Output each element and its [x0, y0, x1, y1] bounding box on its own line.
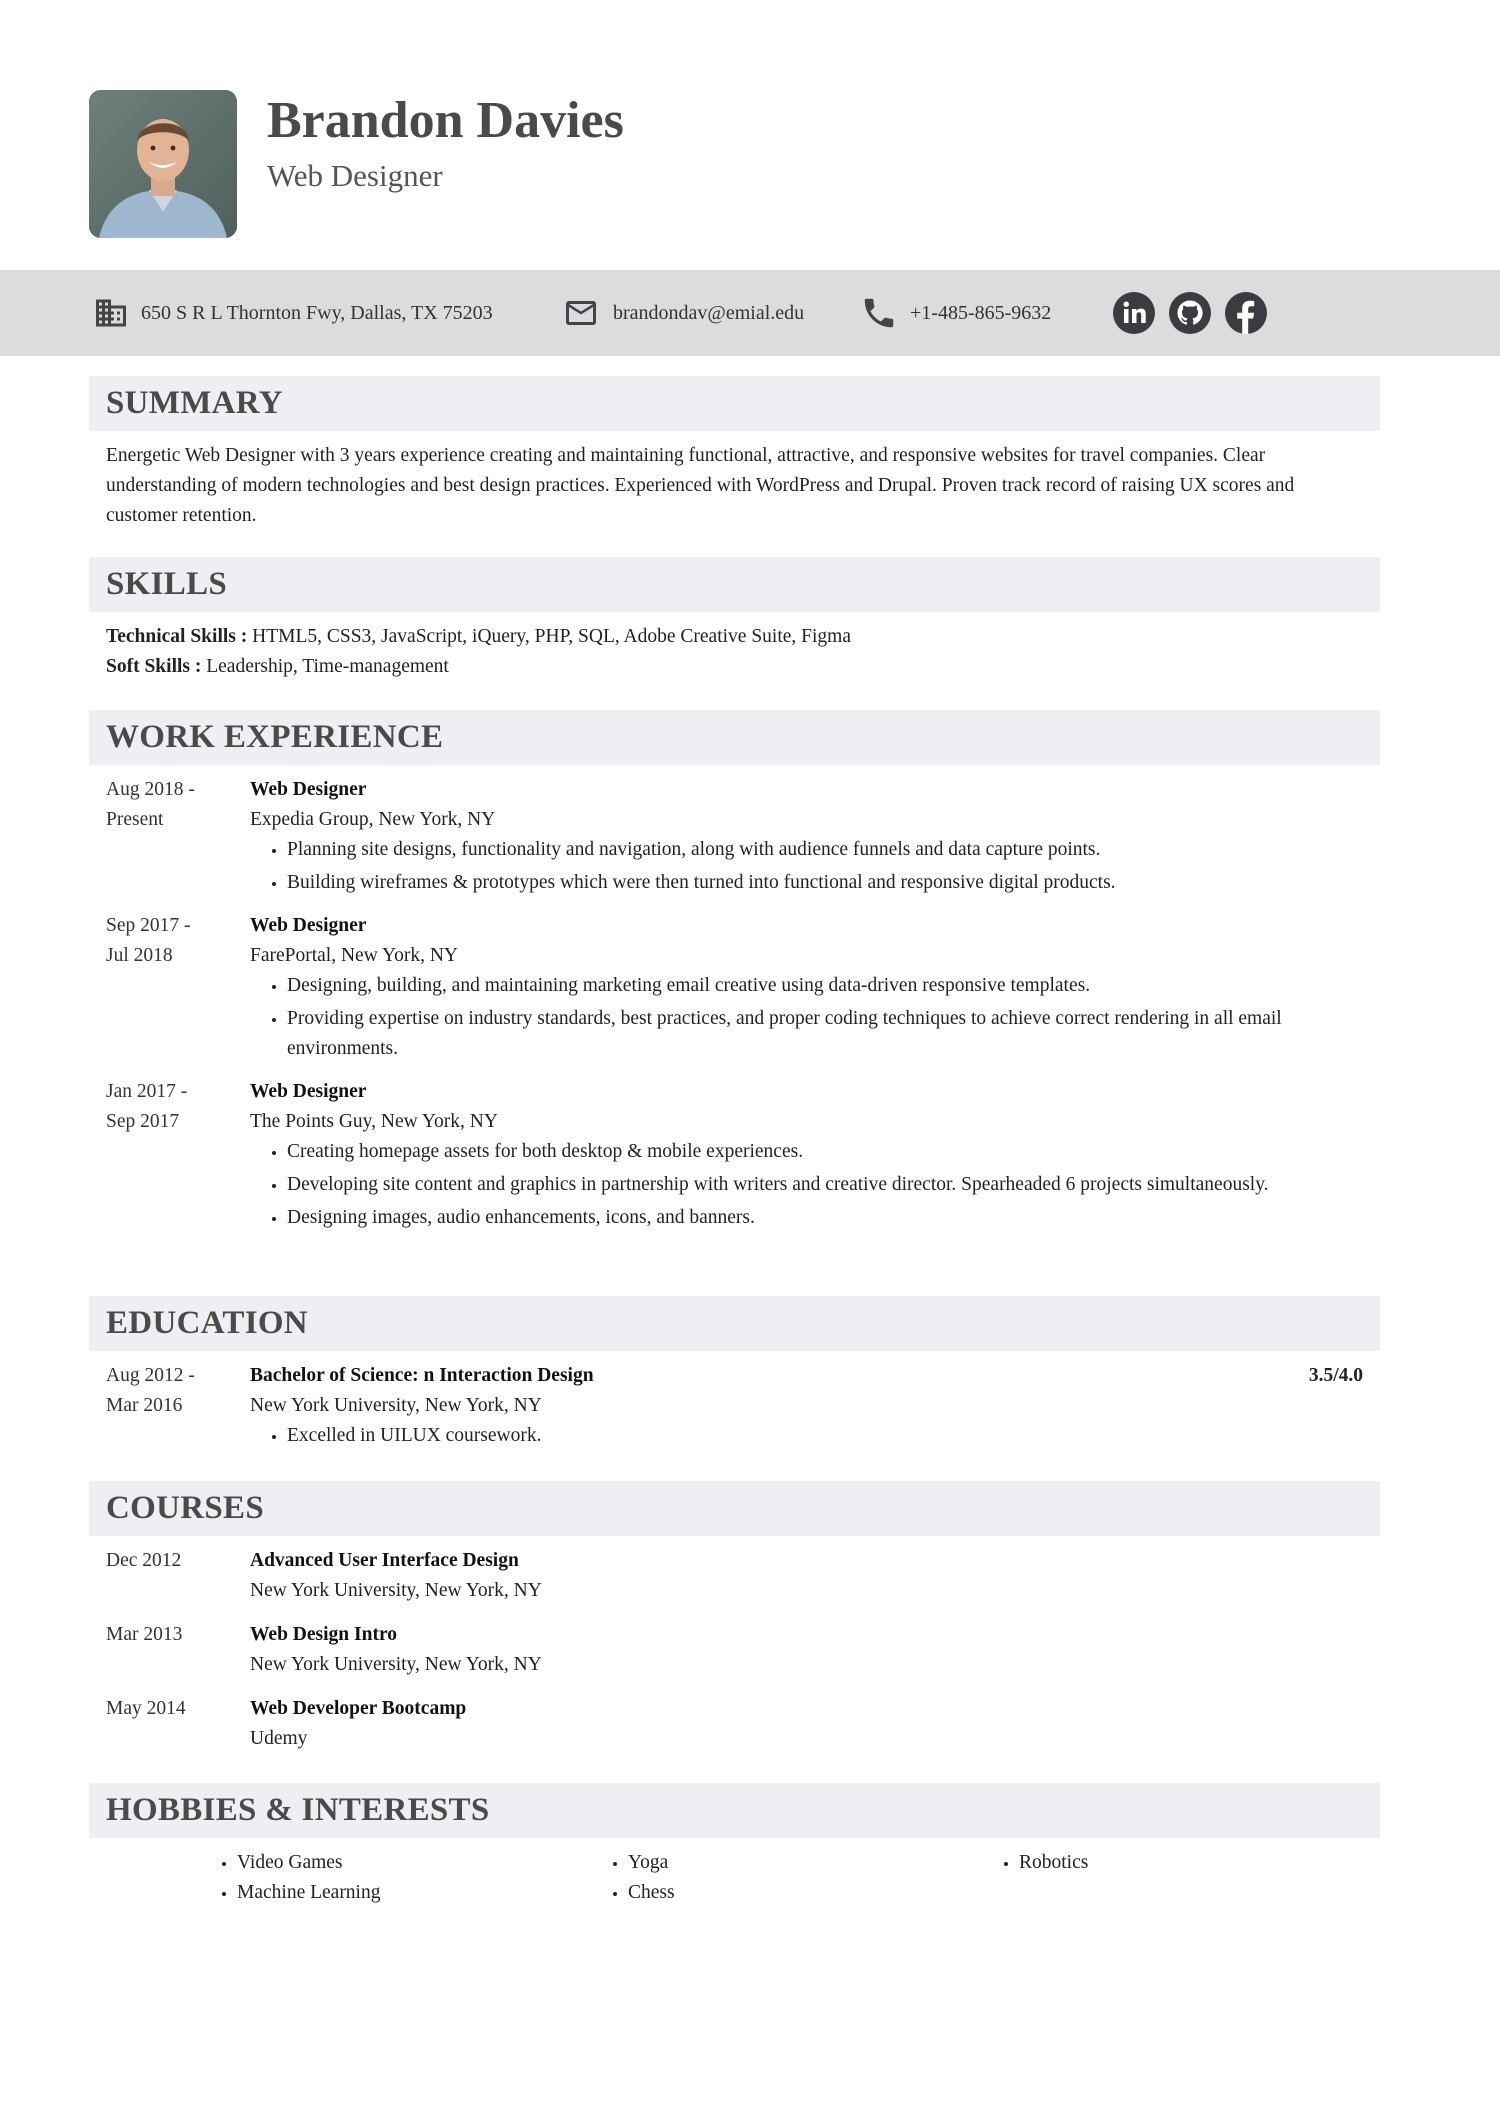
course-name: Advanced User Interface Design [250, 1550, 519, 1571]
phone-text[interactable]: +1-485-865-9632 [910, 301, 1052, 324]
building-icon [93, 295, 129, 331]
soft-skills-line [89, 652, 1380, 682]
social-links [1112, 291, 1268, 335]
envelope-icon [561, 295, 601, 331]
resume-header [89, 90, 1389, 240]
job-bullet: • Planning site designs, functionality and navigation, along with audience funnels and data capture points. [287, 835, 1380, 865]
candidate-name: Brandon Davies [267, 92, 624, 149]
job-start-date: Sep 2017 - [106, 915, 191, 936]
summary-heading: SUMMARY [89, 376, 1380, 431]
hobbies-column [993, 1848, 1088, 1878]
course-place: New York University, New York, NY [250, 1654, 542, 1675]
gpa-value: 3.5/4.0 [1308, 1365, 1363, 1386]
course-date: May 2014 [106, 1698, 186, 1719]
job-end-date: Present [106, 809, 164, 830]
job-end-date: Jul 2018 [106, 945, 173, 966]
education-bullet: • Excelled in UILUX coursework. [287, 1421, 1380, 1451]
degree-title: Bachelor of Science: n Interaction Design [250, 1365, 594, 1386]
education-dates [106, 1361, 226, 1421]
hobbies-column [602, 1848, 675, 1908]
job-company: The Points Guy, New York, NY [250, 1111, 498, 1132]
job-end-date: Sep 2017 [106, 1111, 180, 1132]
work-experience-heading: WORK EXPERIENCE [89, 710, 1380, 765]
hobby-item: • Machine Learning [237, 1878, 380, 1908]
hobbies-section [89, 1783, 1380, 1928]
job-start-date: Jan 2017 - [106, 1081, 188, 1102]
work-experience-section [89, 710, 1380, 1236]
job-bullets [250, 835, 1380, 898]
course-entry [89, 1694, 1380, 1754]
job-start-date: Aug 2018 - [106, 779, 195, 800]
job-entry [89, 1077, 1380, 1233]
course-name: Web Design Intro [250, 1624, 397, 1645]
job-bullets [250, 971, 1380, 1064]
course-date: Mar 2013 [106, 1624, 183, 1645]
job-company: FarePortal, New York, NY [250, 945, 458, 966]
hobby-item: • Video Games [237, 1848, 380, 1878]
education-end-date: Mar 2016 [106, 1395, 183, 1416]
technical-skills-label: Technical Skills : [106, 626, 248, 647]
phone-item[interactable] [860, 270, 1051, 356]
education-entry [89, 1361, 1380, 1451]
address-item [93, 270, 493, 356]
hobby-item: • Robotics [1019, 1848, 1088, 1878]
courses-heading: COURSES [89, 1481, 1380, 1536]
job-bullet: • Providing expertise on industry standards, best practices, and proper coding techniques to achieve correct rendering in all email environments. [287, 1004, 1380, 1064]
facebook-icon[interactable] [1224, 291, 1268, 335]
soft-skills-label: Soft Skills : [106, 656, 202, 677]
contact-bar [0, 270, 1500, 356]
technical-skills-value: HTML5, CSS3, JavaScript, iQuery, PHP, SQL, Adobe Creative Suite, Figma [252, 626, 851, 647]
job-dates [106, 911, 226, 971]
job-bullet: • Creating homepage assets for both desktop & mobile experiences. [287, 1137, 1380, 1167]
soft-skills-value: Leadership, Time-management [206, 656, 449, 677]
hobby-item: • Yoga [628, 1848, 675, 1878]
course-name: Web Developer Bootcamp [250, 1698, 467, 1719]
job-bullet: • Designing, building, and maintaining marketing email creative using data-driven responsive templates. [287, 971, 1380, 1001]
job-title: Web Designer [250, 915, 367, 936]
job-dates [106, 775, 226, 835]
course-place: New York University, New York, NY [250, 1580, 542, 1601]
job-dates [106, 1077, 226, 1137]
hobbies-heading: HOBBIES & INTERESTS [89, 1783, 1380, 1838]
hobbies-list [89, 1848, 1380, 1928]
education-bullets [250, 1421, 1380, 1451]
job-title: Web Designer [250, 1081, 367, 1102]
hobbies-column [211, 1848, 380, 1908]
course-entry [89, 1620, 1380, 1680]
job-bullets [250, 1137, 1380, 1233]
phone-icon [860, 294, 898, 332]
linkedin-icon[interactable] [1112, 291, 1156, 335]
hobby-item: • Chess [628, 1878, 675, 1908]
course-entry [89, 1546, 1380, 1606]
profile-photo-image [89, 90, 237, 238]
technical-skills-line [89, 622, 1380, 652]
skills-section [89, 557, 1380, 682]
job-company: Expedia Group, New York, NY [250, 809, 496, 830]
job-bullet: • Building wireframes & prototypes which were then turned into functional and responsive digital products. [287, 868, 1380, 898]
job-title: Web Designer [250, 779, 367, 800]
email-text[interactable]: brandondav@emial.edu [613, 301, 805, 324]
job-entry [89, 775, 1380, 898]
course-place: Udemy [250, 1728, 308, 1749]
candidate-role: Web Designer [267, 158, 443, 193]
email-item[interactable] [561, 270, 804, 356]
skills-heading: SKILLS [89, 557, 1380, 612]
job-entry [89, 911, 1380, 1064]
job-bullet: • Designing images, audio enhancements, icons, and banners. [287, 1203, 1380, 1233]
education-heading: EDUCATION [89, 1296, 1380, 1351]
courses-section [89, 1481, 1380, 1754]
course-date: Dec 2012 [106, 1550, 182, 1571]
education-section [89, 1296, 1380, 1454]
summary-text: Energetic Web Designer with 3 years experience creating and maintaining functional, attractive, and responsive websites for travel companies. Clear understanding of modern technologies and best design practices. Experienced with WordPress and Drupal. Proven track record of raising UX scores and customer retention. [106, 445, 1295, 526]
education-start-date: Aug 2012 - [106, 1365, 195, 1386]
address-text: 650 S R L Thornton Fwy, Dallas, TX 75203 [141, 301, 493, 324]
school-name: New York University, New York, NY [250, 1395, 542, 1416]
github-icon[interactable] [1168, 291, 1212, 335]
profile-photo [89, 90, 237, 238]
job-bullet: • Developing site content and graphics in partnership with writers and creative director. Spearheaded 6 projects simultaneously. [287, 1170, 1380, 1200]
summary-section [89, 376, 1380, 531]
